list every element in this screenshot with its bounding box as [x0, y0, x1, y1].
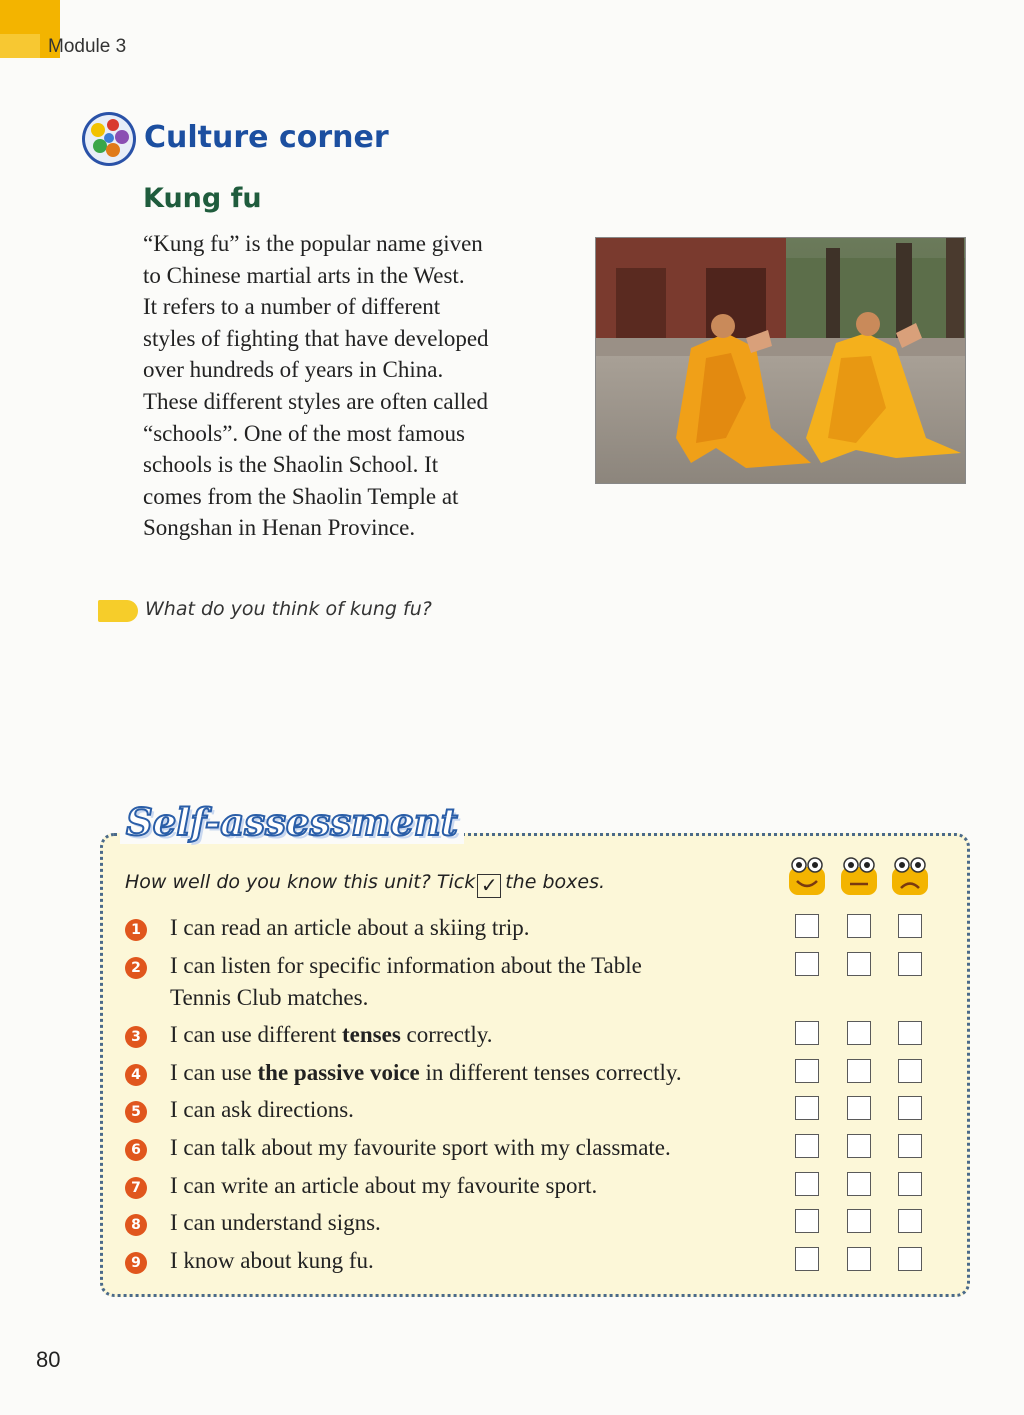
item-line: I can ask directions.: [170, 1097, 354, 1122]
item-number-badge: 5: [125, 1101, 147, 1123]
sad-face-icon: [890, 855, 930, 897]
checkbox-smile-item-4[interactable]: [795, 1059, 819, 1083]
self-assessment-heading: Self-assessment: [120, 800, 464, 844]
instruction-text-end: the boxes.: [505, 871, 606, 893]
item-text-part: I can use: [170, 1060, 258, 1085]
section-title: Culture corner: [144, 120, 389, 155]
checkbox-neutral-item-2[interactable]: [847, 952, 871, 976]
self-assessment-instruction: [125, 871, 605, 898]
checkbox-sad-item-8[interactable]: [898, 1209, 922, 1233]
article-line: to Chinese martial arts in the West.: [143, 262, 465, 288]
checkbox-neutral-item-3[interactable]: [847, 1021, 871, 1045]
checkbox-neutral-item-8[interactable]: [847, 1209, 871, 1233]
checkbox-sad-item-9[interactable]: [898, 1247, 922, 1271]
item-text: [170, 950, 790, 1013]
item-line: I can read an article about a skiing trip.: [170, 915, 530, 940]
item-number-badge: 6: [125, 1139, 147, 1161]
article-body: [143, 228, 583, 544]
module-label: Module 3: [48, 36, 127, 57]
culture-globe-icon: [80, 110, 138, 168]
checkbox-sad-item-4[interactable]: [898, 1059, 922, 1083]
item-text-part: correctly.: [400, 1022, 493, 1047]
item-text: [170, 1094, 790, 1126]
item-number-badge: 3: [125, 1026, 147, 1048]
page-number: 80: [36, 1347, 61, 1372]
checkbox-neutral-item-5[interactable]: [847, 1096, 871, 1120]
checkbox-sad-item-7[interactable]: [898, 1172, 922, 1196]
checkbox-sad-item-3[interactable]: [898, 1021, 922, 1045]
item-line: I can understand signs.: [170, 1210, 381, 1235]
item-line: Tennis Club matches.: [170, 984, 369, 1010]
article-line: styles of fighting that have developed: [143, 325, 489, 351]
item-text: [170, 1057, 790, 1089]
article-line: “Kung fu” is the popular name given: [143, 231, 483, 256]
article-line: “schools”. One of the most famous: [143, 420, 465, 446]
checkbox-neutral-item-4[interactable]: [847, 1059, 871, 1083]
checkbox-sad-item-5[interactable]: [898, 1096, 922, 1120]
item-line: I can talk about my favourite sport with my classmate.: [170, 1135, 671, 1160]
neutral-face-icon: [839, 855, 879, 897]
item-text-part: in different tenses correctly.: [419, 1060, 682, 1085]
item-number-badge: 2: [125, 957, 147, 979]
item-text: [170, 1245, 790, 1277]
item-line: I can listen for specific information about the Table: [170, 953, 642, 978]
item-number-badge: 9: [125, 1252, 147, 1274]
checkbox-smile-item-2[interactable]: [795, 952, 819, 976]
item-text: [170, 1019, 790, 1051]
item-text: [170, 912, 790, 944]
checkbox-sad-item-2[interactable]: [898, 952, 922, 976]
article-line: Songshan in Henan Province.: [143, 515, 416, 541]
item-text: [170, 1207, 790, 1239]
checkbox-neutral-item-6[interactable]: [847, 1134, 871, 1158]
item-number-badge: 1: [125, 919, 147, 941]
article-line: These different styles are often called: [143, 388, 489, 414]
article-line: It refers to a number of different: [143, 294, 441, 320]
question-marker: [98, 600, 138, 622]
tick-example-icon: ✓: [477, 874, 501, 898]
item-keyword: the passive voice: [257, 1060, 420, 1085]
kung-fu-photo: [595, 237, 966, 484]
checkbox-sad-item-6[interactable]: [898, 1134, 922, 1158]
article-title: Kung fu: [143, 183, 262, 214]
checkbox-smile-item-5[interactable]: [795, 1096, 819, 1120]
item-text: [170, 1132, 790, 1164]
item-number-badge: 7: [125, 1177, 147, 1199]
article-line: over hundreds of years in China.: [143, 357, 444, 383]
item-keyword: tenses: [342, 1022, 401, 1047]
article-line: comes from the Shaolin Temple at: [143, 483, 459, 509]
checkbox-neutral-item-7[interactable]: [847, 1172, 871, 1196]
checkbox-smile-item-9[interactable]: [795, 1247, 819, 1271]
checkbox-smile-item-6[interactable]: [795, 1134, 819, 1158]
checkbox-smile-item-1[interactable]: [795, 914, 819, 938]
checkbox-neutral-item-1[interactable]: [847, 914, 871, 938]
item-line: I can write an article about my favourite sport.: [170, 1173, 598, 1198]
item-number-badge: 4: [125, 1064, 147, 1086]
item-line: I know about kung fu.: [170, 1248, 374, 1273]
discussion-question: What do you think of kung fu?: [145, 598, 432, 620]
item-text-part: I can use different: [170, 1022, 342, 1047]
checkbox-smile-item-3[interactable]: [795, 1021, 819, 1045]
smile-face-icon: [787, 855, 827, 897]
instruction-text: How well do you know this unit? Tick: [125, 871, 476, 893]
article-line: schools is the Shaolin School. It: [143, 452, 439, 478]
corner-tab-accent: [0, 34, 40, 58]
item-number-badge: 8: [125, 1214, 147, 1236]
checkbox-smile-item-8[interactable]: [795, 1209, 819, 1233]
checkbox-smile-item-7[interactable]: [795, 1172, 819, 1196]
item-text: [170, 1170, 790, 1202]
checkbox-sad-item-1[interactable]: [898, 914, 922, 938]
checkbox-neutral-item-9[interactable]: [847, 1247, 871, 1271]
